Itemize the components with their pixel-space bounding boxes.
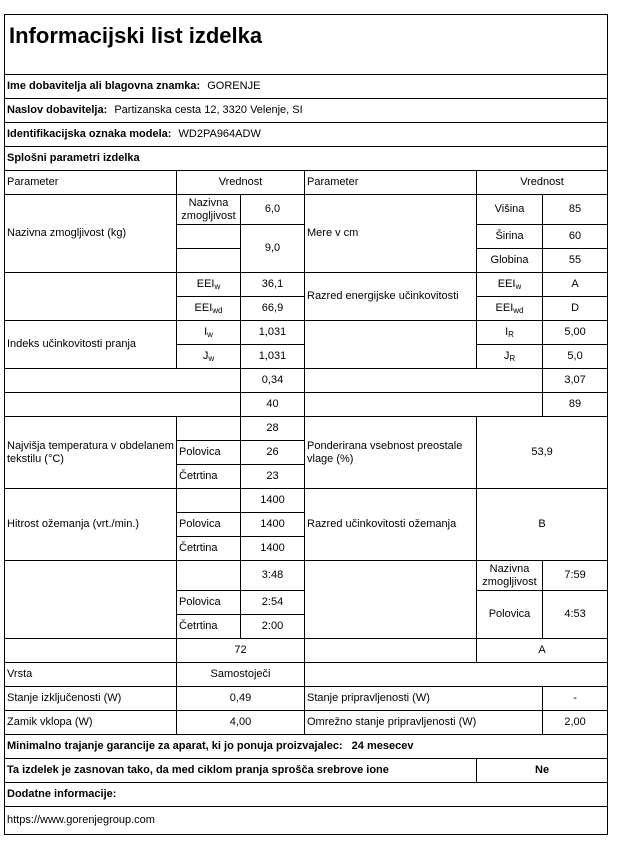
rated-capacity-value-2: 9,0 [241, 225, 305, 273]
silver-ions-label: Ta izdelek je zasnovan tako, da med ciklom pranja sprošča srebrove ione [5, 759, 477, 783]
delay-start-label: Zamik vklopa (W) [5, 711, 177, 735]
height-label: Višina [477, 195, 543, 225]
noise-label-cell [5, 639, 177, 663]
energy-class-label: Razred energijske učinkovitosti [305, 273, 477, 321]
iw-label: $I_w$ [177, 321, 241, 345]
rinsing-empty-cell [305, 321, 477, 369]
height-value: 85 [543, 195, 608, 225]
additional-info-label: Dodatne informacije: [5, 783, 608, 807]
eei-w-value: 36,1 [241, 273, 305, 297]
residual-moisture-label: Ponderirana vsebnost preostale vlage (%) [305, 417, 477, 489]
additional-info-url[interactable]: https://www.gorenjegroup.com [5, 807, 608, 835]
duration-wd-capacity-value: 7:59 [543, 561, 608, 591]
spin-speed-half-value: 1400 [241, 513, 305, 537]
residual-moisture-value: 53,9 [477, 417, 608, 489]
warranty-row [5, 735, 608, 759]
product-sheet-table [4, 14, 608, 835]
jr-value: 5,0 [543, 345, 608, 369]
noise-class-value: A [477, 639, 608, 663]
eei-w-label: $EEI_w$ [177, 273, 241, 297]
energy-consumption-wd-value: 3,07 [543, 369, 608, 393]
max-temperature-quarter-label: Četrtina [177, 465, 241, 489]
width-value: 60 [543, 225, 608, 249]
silver-ions-value: Ne [477, 759, 608, 783]
column-header-value-right: Vrednost [477, 171, 608, 195]
delay-start-value: 4,00 [177, 711, 305, 735]
supplier-name-value: GORENJE [207, 80, 261, 92]
spin-speed-quarter-value: 1400 [241, 537, 305, 561]
model-identifier-label: Identifikacijska oznaka modela: [7, 128, 172, 140]
duration-wd-label-cell [305, 561, 477, 639]
type-value: Samostoječi [177, 663, 305, 687]
general-parameters-header: Splošni parametri izdelka [5, 147, 608, 171]
energy-consumption-label-cell [5, 369, 241, 393]
eei-wd-label: $EEI_{wd}$ [177, 297, 241, 321]
duration-half-label: Polovica [177, 591, 241, 615]
type-empty-cell [305, 663, 608, 687]
duration-half-value: 2:54 [241, 591, 305, 615]
eei-wd-value: 66,9 [241, 297, 305, 321]
jw-label: $J_w$ [177, 345, 241, 369]
warranty-value: 24 mesecev [351, 740, 414, 752]
duration-full-value: 3:48 [241, 561, 305, 591]
water-consumption-value: 40 [241, 393, 305, 417]
rated-capacity-empty [177, 225, 241, 249]
noise-value: 72 [177, 639, 305, 663]
spin-speed-full-label [177, 489, 241, 513]
max-temperature-full-label [177, 417, 241, 441]
iw-value: 1,031 [241, 321, 305, 345]
jw-value: 1,031 [241, 345, 305, 369]
depth-value: 55 [543, 249, 608, 273]
duration-quarter-value: 2:00 [241, 615, 305, 639]
duration-wd-capacity-label: Nazivna zmogljivost [477, 561, 543, 591]
programme-duration-label-cell [5, 561, 177, 639]
duration-wd-half-label: Polovica [477, 591, 543, 639]
supplier-address-value: Partizanska cesta 12, 3320 Velenje, SI [114, 104, 303, 116]
rated-capacity-sublabel: Nazivna zmogljivost [177, 195, 241, 225]
spin-speed-label: Hitrost ožemanja (vrt./min.) [5, 489, 177, 561]
water-consumption-wd-value: 89 [543, 393, 608, 417]
energy-class-wd-value: D [543, 297, 608, 321]
ir-label: $I_R$ [477, 321, 543, 345]
networked-standby-value: 2,00 [543, 711, 608, 735]
water-consumption-label-cell [5, 393, 241, 417]
standby-label: Stanje pripravljenosti (W) [305, 687, 543, 711]
max-temperature-half-value: 26 [241, 441, 305, 465]
networked-standby-label: Omrežno stanje pripravljenosti (W) [305, 711, 543, 735]
energy-class-wd-label: $EEI_{wd}$ [477, 297, 543, 321]
duration-wd-half-value: 4:53 [543, 591, 608, 639]
column-header-value-left: Vrednost [177, 171, 305, 195]
washing-index-label: Indeks učinkovitosti pranja [5, 321, 177, 369]
sheet-title: Informacijski list izdelka [5, 15, 608, 75]
supplier-address-label: Naslov dobavitelja: [7, 104, 108, 116]
column-header-parameter-right: Parameter [305, 171, 477, 195]
eei-empty-cell [5, 273, 177, 321]
spin-speed-full-value: 1400 [241, 489, 305, 513]
duration-quarter-label: Četrtina [177, 615, 241, 639]
max-temperature-half-label: Polovica [177, 441, 241, 465]
depth-label: Globina [477, 249, 543, 273]
off-mode-value: 0,49 [177, 687, 305, 711]
energy-consumption-value: 0,34 [241, 369, 305, 393]
warranty-label: Minimalno trajanje garancije za aparat, ki jo ponuja proizvajalec: [7, 740, 343, 752]
spin-class-value: B [477, 489, 608, 561]
model-identifier-row [5, 123, 608, 147]
water-consumption-wd-label-cell [305, 393, 543, 417]
spin-speed-half-label: Polovica [177, 513, 241, 537]
energy-class-w-value: A [543, 273, 608, 297]
column-header-parameter-left: Parameter [5, 171, 177, 195]
spin-class-label: Razred učinkovitosti ožemanja [305, 489, 477, 561]
rated-capacity-label: Nazivna zmogljivost (kg) [5, 195, 177, 273]
supplier-name-row [5, 75, 608, 99]
rated-capacity-empty-2 [177, 249, 241, 273]
max-temperature-full-value: 28 [241, 417, 305, 441]
dimensions-label: Mere v cm [305, 195, 477, 273]
product-information-sheet [4, 14, 607, 835]
max-temperature-quarter-value: 23 [241, 465, 305, 489]
model-identifier-value: WD2PA964ADW [178, 128, 261, 140]
noise-class-label-cell [305, 639, 477, 663]
width-label: Širina [477, 225, 543, 249]
ir-value: 5,00 [543, 321, 608, 345]
supplier-name-label: Ime dobavitelja ali blagovna znamka: [7, 80, 201, 92]
duration-full-label [177, 561, 241, 591]
standby-value: - [543, 687, 608, 711]
energy-consumption-wd-label-cell [305, 369, 543, 393]
spin-speed-quarter-label: Četrtina [177, 537, 241, 561]
jr-label: $J_R$ [477, 345, 543, 369]
type-label: Vrsta [5, 663, 177, 687]
off-mode-label: Stanje izključenosti (W) [5, 687, 177, 711]
energy-class-w-label: $EEI_w$ [477, 273, 543, 297]
max-temperature-label: Najvišja temperatura v obdelanem tekstilu (°C) [5, 417, 177, 489]
supplier-address-row [5, 99, 608, 123]
rated-capacity-value-1: 6,0 [241, 195, 305, 225]
